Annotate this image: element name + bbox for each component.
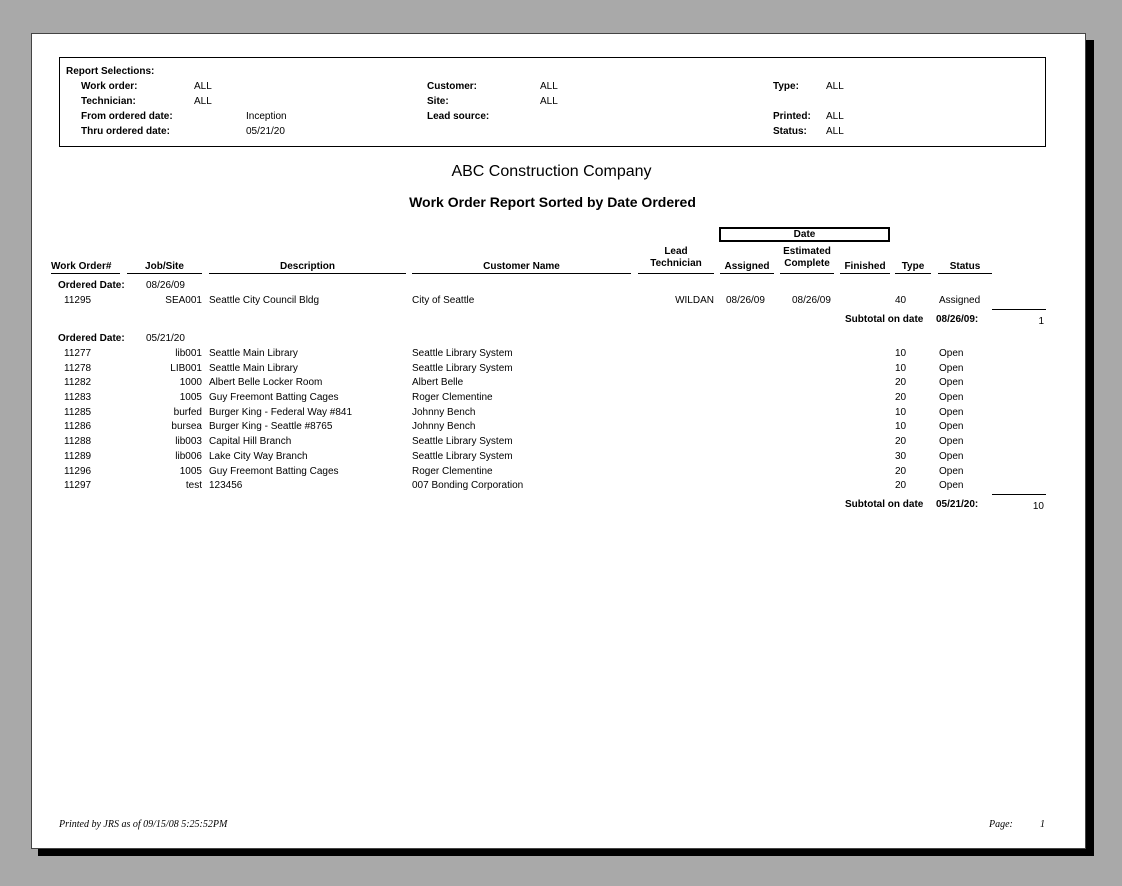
status: Open xyxy=(939,377,964,388)
col-lead-tech-line1: Lead xyxy=(664,246,688,257)
description: Burger King - Federal Way #841 xyxy=(209,407,353,418)
job-site: burfed xyxy=(173,407,202,418)
description: Albert Belle Locker Room xyxy=(209,377,323,388)
description: Capital Hill Branch xyxy=(209,436,292,447)
printed-value: ALL xyxy=(826,111,844,122)
type-label: Type: xyxy=(773,81,799,92)
type-code: 10 xyxy=(895,407,907,418)
ordered-date-value: 05/21/20 xyxy=(146,333,185,344)
job-site: bursea xyxy=(171,421,202,432)
type-code: 20 xyxy=(895,436,907,447)
description: Guy Freemont Batting Cages xyxy=(209,466,339,477)
job-site: lib001 xyxy=(175,348,202,359)
status: Open xyxy=(939,392,964,403)
customer-label: Customer: xyxy=(427,81,478,92)
job-site: 1005 xyxy=(179,466,202,477)
col-description-underline xyxy=(209,273,406,274)
selections-title: Report Selections: xyxy=(66,66,155,77)
type-code: 10 xyxy=(895,363,907,374)
col-job-site-underline xyxy=(127,273,202,274)
subtotal-label: Subtotal on date xyxy=(845,314,924,325)
printed-label: Printed: xyxy=(773,111,811,122)
customer-name: Seattle Library System xyxy=(412,348,513,359)
work-order-number: 11277 xyxy=(64,348,92,359)
work-order-number: 11289 xyxy=(64,451,92,462)
customer-name: Seattle Library System xyxy=(412,363,513,374)
col-work-order: Work Order# xyxy=(51,261,112,272)
status: Open xyxy=(939,451,964,462)
description: Seattle City Council Bldg xyxy=(209,295,320,306)
col-customer-name: Customer Name xyxy=(483,261,560,272)
col-finished: Finished xyxy=(844,261,886,272)
work-order-number: 11286 xyxy=(64,421,92,432)
status: Open xyxy=(939,480,964,491)
customer-name: Seattle Library System xyxy=(412,451,513,462)
type-code: 10 xyxy=(895,421,907,432)
status: Open xyxy=(939,466,964,477)
type-value: ALL xyxy=(826,81,844,92)
site-value: ALL xyxy=(540,96,558,107)
site-label: Site: xyxy=(427,96,449,107)
col-customer-underline xyxy=(412,273,631,274)
job-site: 1005 xyxy=(179,392,202,403)
status: Open xyxy=(939,348,964,359)
col-type-underline xyxy=(895,273,931,274)
subtotal-value: 1 xyxy=(1038,316,1044,327)
lead-technician: WILDAN xyxy=(675,295,714,306)
description: Seattle Main Library xyxy=(209,348,298,359)
col-finished-underline xyxy=(840,273,890,274)
date-group-header: Date xyxy=(793,229,816,240)
customer-name: Roger Clementine xyxy=(412,466,493,477)
customer-name: Johnny Bench xyxy=(412,407,476,418)
work-order-number: 11288 xyxy=(64,436,92,447)
work-order-number: 11296 xyxy=(64,466,92,477)
work-order-value: ALL xyxy=(194,81,212,92)
col-job-site: Job/Site xyxy=(145,261,184,272)
ordered-date-label: Ordered Date: xyxy=(58,333,125,344)
assigned-date: 08/26/09 xyxy=(726,295,765,306)
page-number: 1 xyxy=(1040,819,1045,830)
customer-value: ALL xyxy=(540,81,558,92)
customer-name: Seattle Library System xyxy=(412,436,513,447)
type-code: 30 xyxy=(895,451,907,462)
thru-date-label: Thru ordered date: xyxy=(81,126,170,137)
work-order-label: Work order: xyxy=(81,81,138,92)
report-title: Work Order Report Sorted by Date Ordered xyxy=(409,194,696,210)
work-order-number: 11283 xyxy=(64,392,92,403)
company-name: ABC Construction Company xyxy=(451,163,652,180)
col-estimated-line2: Complete xyxy=(784,258,830,269)
col-lead-tech-underline xyxy=(638,273,714,274)
work-order-number: 11285 xyxy=(64,407,92,418)
status: Open xyxy=(939,407,964,418)
type-code: 20 xyxy=(895,377,907,388)
work-order-number: 11278 xyxy=(64,363,92,374)
type-code: 20 xyxy=(895,392,907,403)
col-assigned-underline xyxy=(720,273,774,274)
col-description: Description xyxy=(279,261,335,272)
subtotal-rule xyxy=(992,309,1046,310)
estimated-complete-date: 08/26/09 xyxy=(792,295,831,306)
col-lead-tech-line2: Technician xyxy=(650,258,702,269)
page-label: Page: xyxy=(989,819,1013,830)
description: 123456 xyxy=(209,480,243,491)
job-site: test xyxy=(185,480,202,491)
customer-name: Johnny Bench xyxy=(412,421,476,432)
subtotal-date: 05/21/20: xyxy=(936,499,979,510)
col-status: Status xyxy=(949,261,981,272)
job-site: SEA001 xyxy=(165,295,202,306)
description: Burger King - Seattle #8765 xyxy=(209,421,333,432)
status: Open xyxy=(939,363,964,374)
status: Open xyxy=(939,421,964,432)
technician-value: ALL xyxy=(194,96,212,107)
from-date-value: Inception xyxy=(246,111,287,122)
technician-label: Technician: xyxy=(81,96,136,107)
status: Open xyxy=(939,436,964,447)
thru-date-value: 05/21/20 xyxy=(246,126,285,137)
job-site: 1000 xyxy=(179,377,202,388)
ordered-date-label: Ordered Date: xyxy=(58,280,125,291)
description: Seattle Main Library xyxy=(209,363,298,374)
description: Guy Freemont Batting Cages xyxy=(209,392,339,403)
lead-source-label: Lead source: xyxy=(427,111,490,122)
type-code: 40 xyxy=(895,295,907,306)
customer-name: City of Seattle xyxy=(412,295,475,306)
job-site: LIB001 xyxy=(170,363,202,374)
work-order-number: 11295 xyxy=(64,295,92,306)
description: Lake City Way Branch xyxy=(209,451,308,462)
col-estimated-underline xyxy=(780,273,834,274)
subtotal-date: 08/26/09: xyxy=(936,314,979,325)
subtotal-rule xyxy=(992,494,1046,495)
customer-name: 007 Bonding Corporation xyxy=(412,480,524,491)
status-label: Status: xyxy=(773,126,807,137)
work-order-number: 11282 xyxy=(64,377,92,388)
work-order-number: 11297 xyxy=(64,480,92,491)
col-assigned: Assigned xyxy=(724,261,770,272)
status-value: ALL xyxy=(826,126,844,137)
job-site: lib003 xyxy=(175,436,202,447)
status: Assigned xyxy=(939,295,981,306)
col-type: Type xyxy=(901,261,925,272)
customer-name: Albert Belle xyxy=(412,377,464,388)
col-work-order-underline xyxy=(51,273,120,274)
col-status-underline xyxy=(938,273,992,274)
subtotal-label: Subtotal on date xyxy=(845,499,924,510)
job-site: lib006 xyxy=(175,451,202,462)
subtotal-value: 10 xyxy=(1032,501,1044,512)
type-code: 20 xyxy=(895,466,907,477)
from-date-label: From ordered date: xyxy=(81,111,173,122)
type-code: 10 xyxy=(895,348,907,359)
col-estimated-line1: Estimated xyxy=(783,246,831,257)
type-code: 20 xyxy=(895,480,907,491)
ordered-date-value: 08/26/09 xyxy=(146,280,185,291)
report-page xyxy=(31,33,1086,849)
printed-by-footer: Printed by JRS as of 09/15/08 5:25:52PM xyxy=(59,819,228,830)
customer-name: Roger Clementine xyxy=(412,392,493,403)
